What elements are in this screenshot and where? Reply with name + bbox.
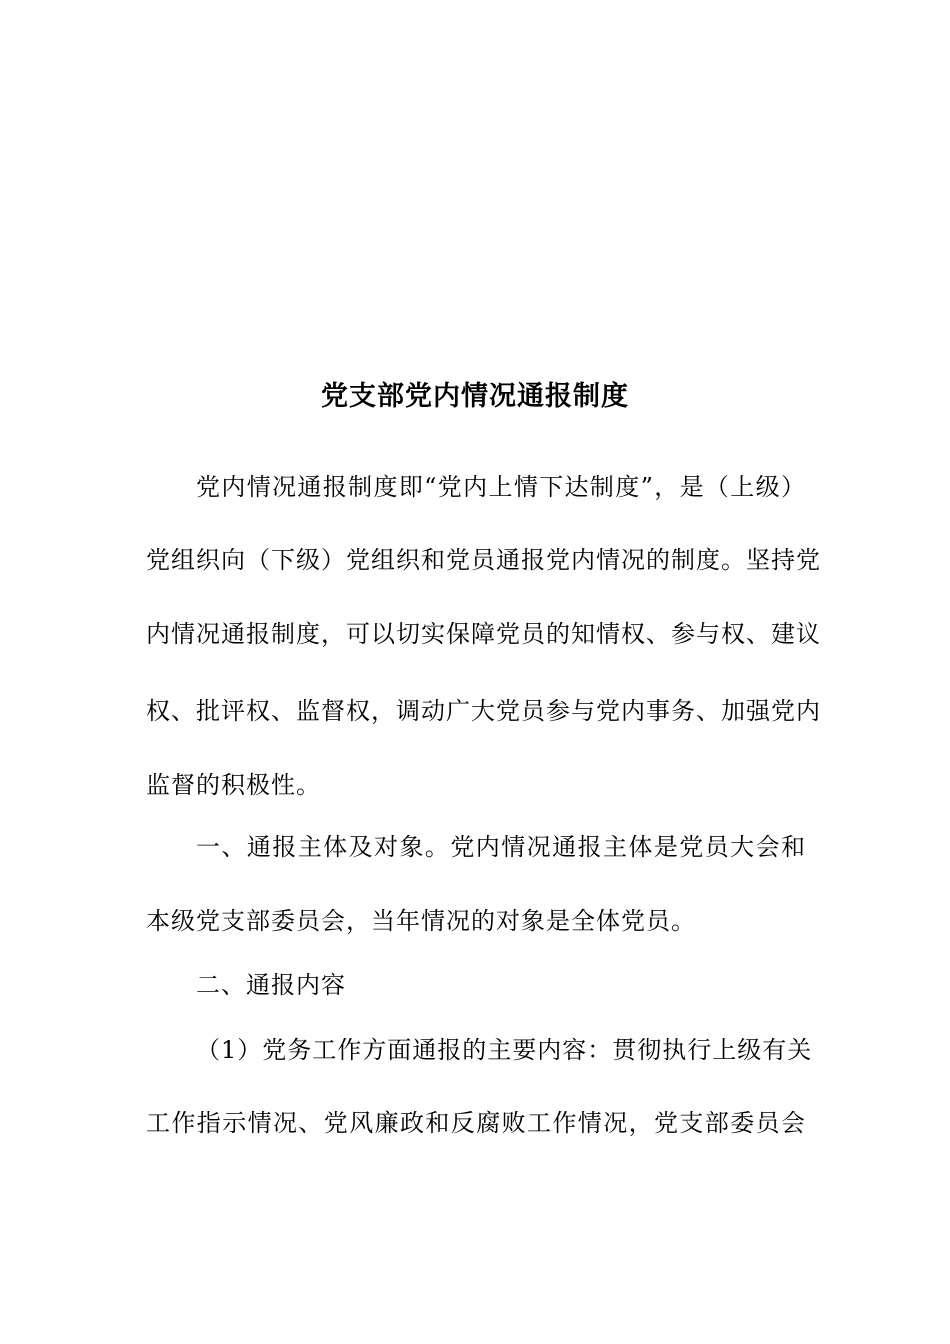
paragraph-1-line-3: 内情况通报制度，可以切实保障党员的知情权、参与权、建议 [146, 620, 821, 648]
paragraph-2-line-1: 一、通报主体及对象。党内情况通报主体是党员大会和 [196, 833, 806, 861]
document-title: 党支部党内情况通报制度 [321, 381, 629, 412]
paragraph-1-line-2: 党组织向（下级）党组织和党员通报党内情况的制度。坚持党 [146, 546, 821, 574]
paragraph-1-line-1: 党内情况通报制度即“党内上情下达制度”，是（上级） [196, 473, 806, 501]
section-heading-content: 二、通报内容 [196, 971, 346, 999]
paragraph-1-line-4: 权、批评权、监督权，调动广大党员参与党内事务、加强党内 [146, 697, 821, 725]
paragraph-3-line-1: （1）党务工作方面通报的主要内容：贯彻执行上级有关 [196, 1036, 813, 1064]
paragraph-1-line-5: 监督的积极性。 [146, 771, 321, 799]
paragraph-3-line-2: 工作指示情况、党风廉政和反腐败工作情况，党支部委员会 [146, 1109, 806, 1137]
paragraph-2-line-2: 本级党支部委员会，当年情况的对象是全体党员。 [146, 907, 696, 935]
